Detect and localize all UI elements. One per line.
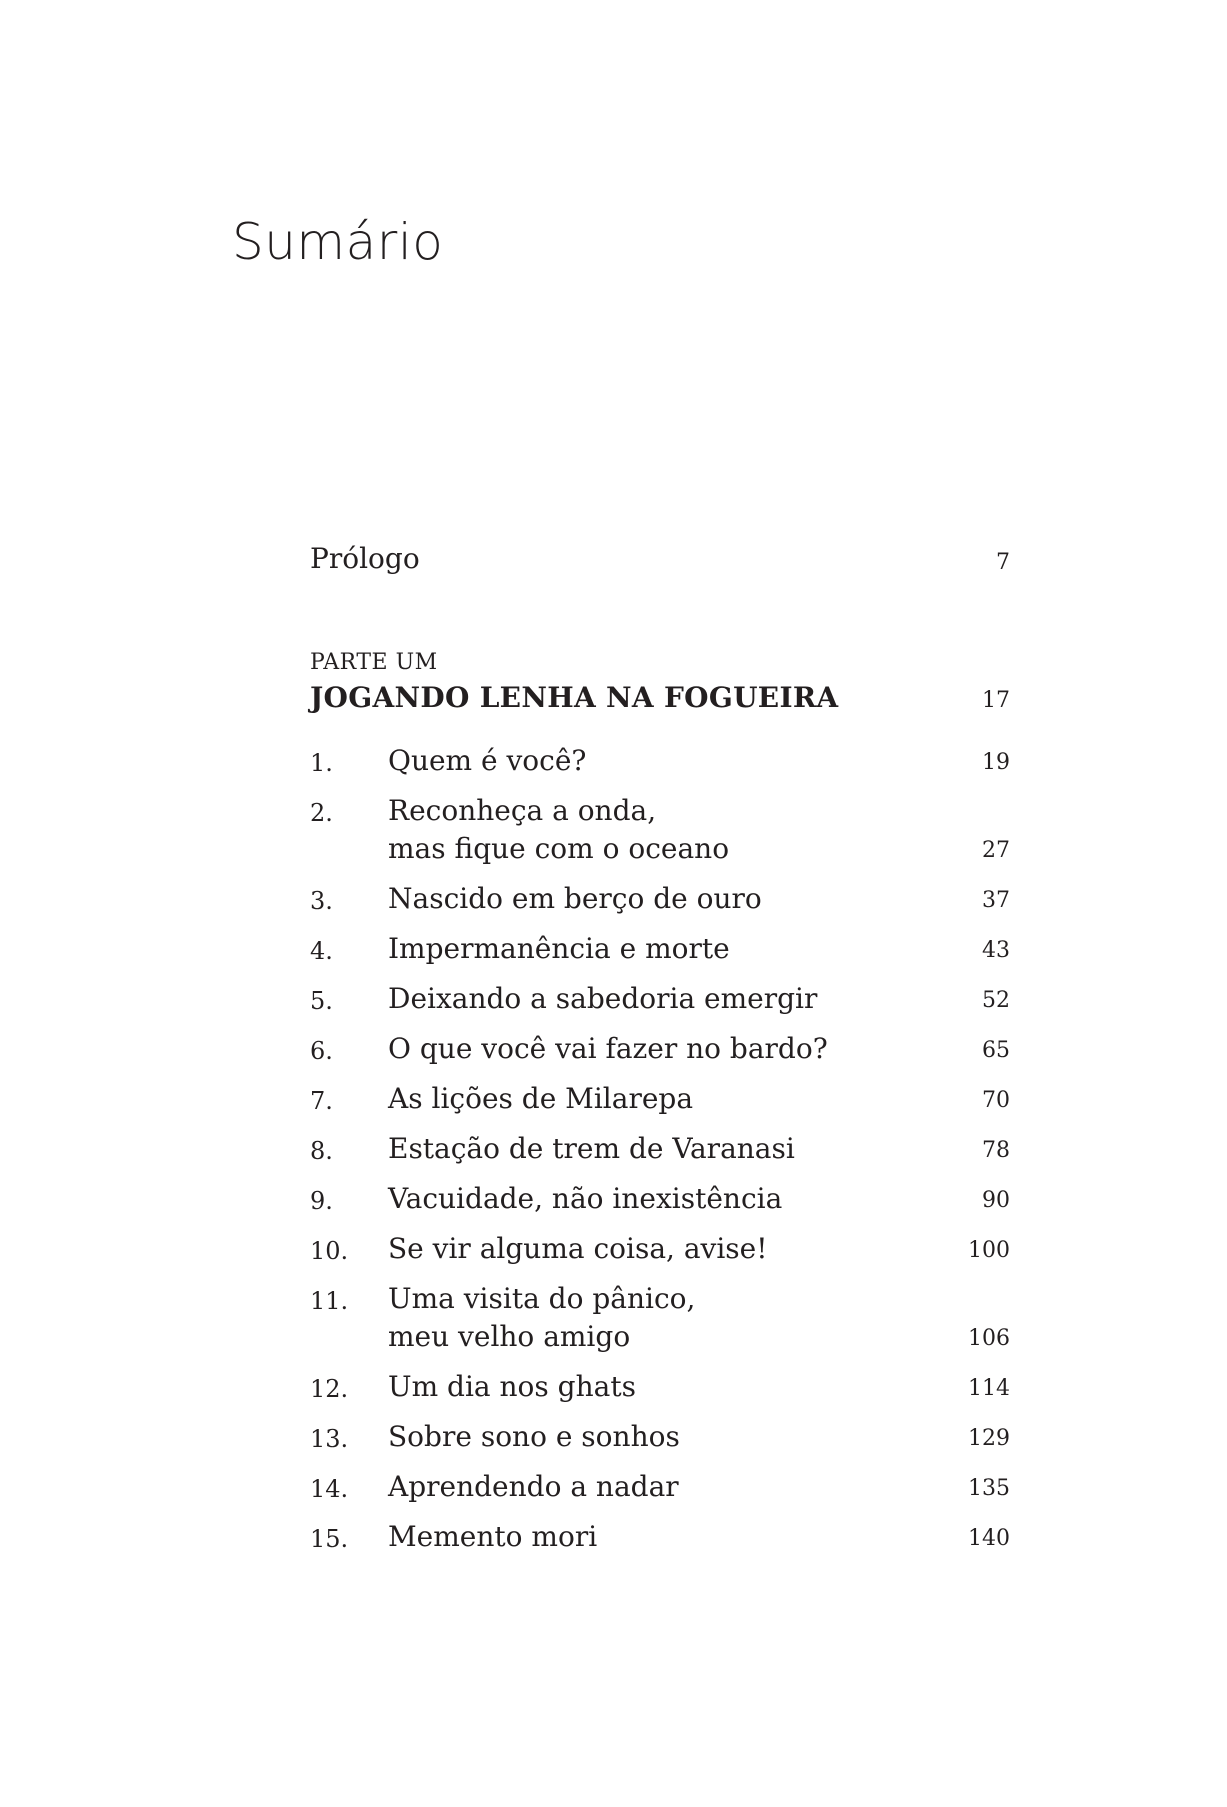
- chapter-number: 12.: [310, 1375, 349, 1403]
- chapter-page: 129: [968, 1426, 1010, 1451]
- part-title[interactable]: JOGANDO LENHA NA FOGUEIRA: [310, 681, 839, 714]
- chapter-number: 10.: [310, 1237, 349, 1265]
- chapter-title[interactable]: Impermanência e morte: [388, 932, 730, 965]
- chapter-title[interactable]: As lições de Milarepa: [388, 1082, 694, 1115]
- chapter-page: 27: [982, 838, 1010, 863]
- toc-prologue-title[interactable]: Prólogo: [310, 542, 420, 575]
- chapter-title-continued[interactable]: mas fique com o oceano: [388, 832, 730, 865]
- part-label: PARTE UM: [310, 650, 438, 675]
- chapter-title[interactable]: Sobre sono e sonhos: [388, 1420, 680, 1453]
- chapter-page: 100: [968, 1238, 1010, 1263]
- chapter-title[interactable]: O que você vai fazer no bardo?: [388, 1032, 828, 1065]
- chapter-title[interactable]: Um dia nos ghats: [388, 1370, 636, 1403]
- chapter-title[interactable]: Se vir alguma coisa, avise!: [388, 1232, 768, 1265]
- chapter-title[interactable]: Uma visita do pânico,: [388, 1282, 696, 1315]
- page-title: Sumário: [232, 213, 444, 271]
- chapter-page: 140: [968, 1526, 1010, 1551]
- chapter-page: 90: [982, 1188, 1010, 1213]
- chapter-title[interactable]: Quem é você?: [388, 744, 587, 777]
- chapter-title[interactable]: Estação de trem de Varanasi: [388, 1132, 795, 1165]
- part-page: 17: [982, 688, 1010, 713]
- chapter-number: 1.: [310, 749, 333, 777]
- chapter-page: 65: [982, 1038, 1010, 1063]
- chapter-page: 37: [982, 888, 1010, 913]
- chapter-number: 7.: [310, 1087, 333, 1115]
- chapter-number: 13.: [310, 1425, 349, 1453]
- chapter-number: 9.: [310, 1187, 333, 1215]
- chapter-title-continued[interactable]: meu velho amigo: [388, 1320, 631, 1353]
- chapter-page: 78: [982, 1138, 1010, 1163]
- chapter-title[interactable]: Reconheça a onda,: [388, 794, 657, 827]
- chapter-number: 11.: [310, 1287, 349, 1315]
- chapter-number: 8.: [310, 1137, 333, 1165]
- chapter-page: 19: [982, 750, 1010, 775]
- chapter-title[interactable]: Deixando a sabedoria emergir: [388, 982, 818, 1015]
- chapter-page: 52: [982, 988, 1010, 1013]
- chapter-page: 106: [968, 1326, 1010, 1351]
- chapter-page: 70: [982, 1088, 1010, 1113]
- chapter-number: 14.: [310, 1475, 349, 1503]
- chapter-number: 3.: [310, 887, 333, 915]
- chapter-number: 2.: [310, 799, 333, 827]
- chapter-title[interactable]: Aprendendo a nadar: [388, 1470, 679, 1503]
- chapter-number: 4.: [310, 937, 333, 965]
- chapter-number: 6.: [310, 1037, 333, 1065]
- toc-prologue-page: 7: [996, 550, 1010, 575]
- chapter-title[interactable]: Vacuidade, não inexistência: [388, 1182, 783, 1215]
- chapter-title[interactable]: Nascido em berço de ouro: [388, 882, 762, 915]
- chapter-page: 114: [968, 1376, 1010, 1401]
- chapter-page: 43: [982, 938, 1010, 963]
- chapter-number: 15.: [310, 1525, 349, 1553]
- chapter-page: 135: [968, 1476, 1010, 1501]
- chapter-title[interactable]: Memento mori: [388, 1520, 598, 1553]
- chapter-number: 5.: [310, 987, 333, 1015]
